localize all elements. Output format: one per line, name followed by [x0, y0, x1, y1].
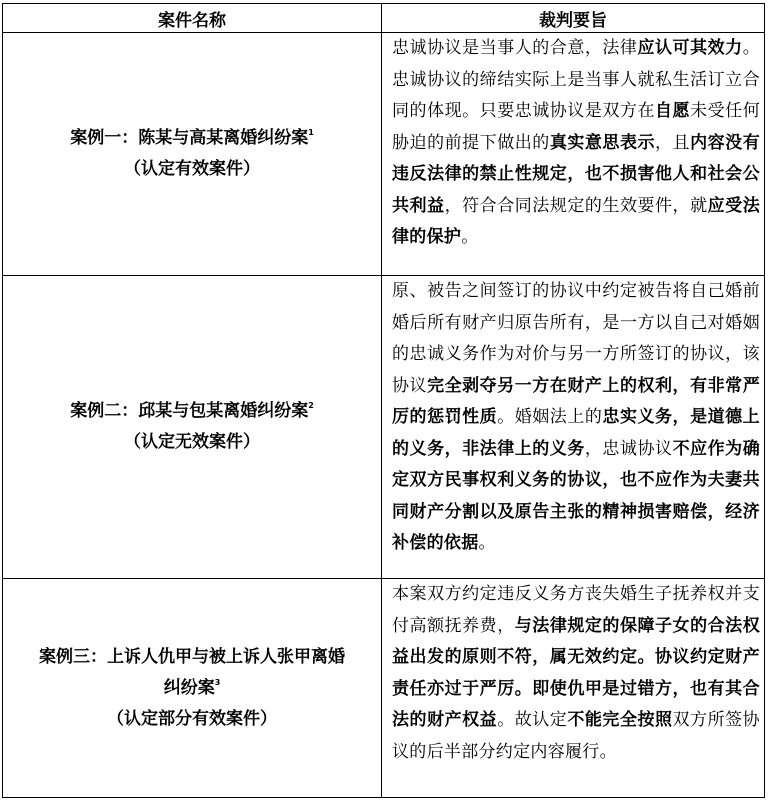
holding-text: ，且 — [655, 132, 691, 153]
holding-emphasis: 应认可其效力 — [637, 38, 743, 58]
holding-emphasis: 应受法律的保护 — [392, 195, 760, 247]
header-row — [3, 4, 765, 33]
footnote-marker: 2 — [308, 401, 314, 410]
case-table — [2, 3, 765, 798]
case-status: （认定有效案件） — [124, 159, 260, 179]
footnote-marker: 3 — [214, 677, 221, 687]
holding-emphasis: 内容没有违反法律的禁止性规定，也不损害他人和社会公共利益 — [392, 132, 760, 216]
case-status: （认定无效案件） — [124, 432, 260, 452]
table-row — [3, 579, 765, 798]
table-row — [3, 33, 765, 276]
case-title-line: 纠纷案$^3$ — [163, 677, 221, 698]
holding-text: ，符合合同法规定的生效要件，就 — [444, 195, 708, 216]
holding-text: 双方所签协议的后半部分约定内容履行。 — [392, 710, 760, 762]
holding-text: 。婚姻法上的 — [497, 407, 603, 427]
holding-text: 。故认定 — [497, 710, 568, 730]
header-case-name: 案件名称 — [3, 4, 382, 33]
holding-emphasis: 不应作为确定双方民事权利义务的协议，也不应作为夫妻共同财产分割以及原告主张的精神损害赔偿，经济补偿的依据 — [392, 438, 760, 553]
case-status: （认定部分有效案件） — [107, 708, 277, 729]
header-holding: 裁判要旨 — [382, 4, 765, 33]
case-title: 案例一：陈某与高某离婚纠纷案$^1$ — [70, 128, 314, 148]
holding-text: 。忠诚协议的缔结实际上是当事人就私生活订立合同的体现。只要忠诚协议是双方在 — [392, 38, 760, 121]
holding-text: 。 — [461, 227, 479, 247]
holding-text: 未受任何胁迫的前提下做出的 — [392, 101, 760, 153]
case-title: 案例二：邱某与包某离婚纠纷案$^2$ — [70, 401, 314, 421]
holding-cell — [382, 33, 765, 276]
holding-text: 忠诚协议是当事人的合意，法律 — [392, 38, 638, 58]
holding-text: ，忠诚协议 — [584, 438, 673, 459]
holding-cell — [382, 579, 765, 798]
footnote-marker: 1 — [308, 128, 314, 137]
case-name-cell — [3, 33, 382, 276]
holding-cell — [382, 276, 765, 579]
holding-emphasis: 忠实义务，是道德上的义务，非法律上的义务 — [392, 407, 760, 459]
table-row — [3, 276, 765, 579]
holding-text: 原、被告之间签订的协议中约定被告将自己婚前婚后所有财产归原告所有，是一方以自己对婚姻的忠诚义务作为对价与另一方所签订的协议，该协议 — [392, 281, 760, 396]
case-name-cell — [3, 579, 382, 798]
holding-emphasis: 与法律规定的保障子女的合法权益出发的原则不符，属无效约定。协议约定财产责任亦过于严厉。即使仇甲是过错方，也有其合法的财产权益 — [392, 615, 760, 730]
holding-emphasis: 完全剥夺另一方在财产上的权利，有非常严厉的惩罚性质 — [392, 375, 760, 427]
holding-emphasis: 不能完全按照 — [567, 710, 673, 730]
case-title-line: 案例三：上诉人仇甲与被上诉人张甲离婚 — [39, 646, 345, 667]
holding-emphasis: 自愿 — [655, 101, 691, 121]
holding-text: 本案双方约定违反义务方丧失婚生子抚养权并支付高额抚养费， — [392, 584, 760, 636]
holding-text: 。 — [478, 533, 496, 553]
holding-emphasis: 真实意思表示 — [549, 132, 656, 153]
case-name-cell — [3, 276, 382, 579]
